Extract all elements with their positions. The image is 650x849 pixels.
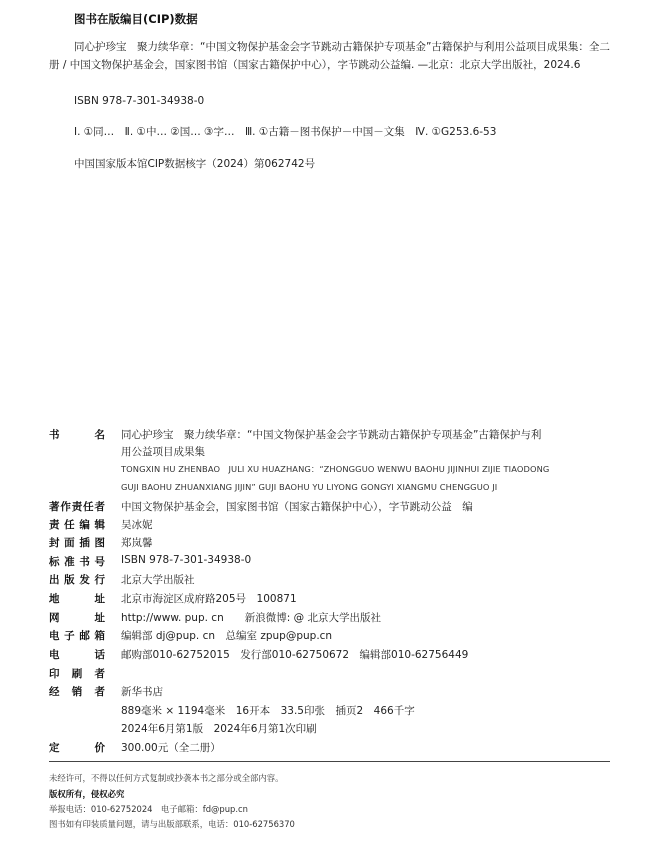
price-label: 定 价	[49, 742, 105, 754]
price-value: 300.00元（全二册）	[121, 742, 221, 754]
cip-classification: Ⅰ. ①同… Ⅱ. ①中… ②国… ③字… Ⅲ. ①古籍－图书保护－中国－文集 Ⅳ. ①G253.6-53	[74, 126, 497, 138]
email-value: 编辑部 dj@pup. cn 总编室 zpup@pup.cn	[121, 630, 333, 642]
author-label: 著作责任者	[49, 501, 105, 513]
website-label: 网 址	[49, 612, 105, 624]
author-value: 中国文物保护基金会，国家图书馆（国家古籍保护中心），字节跳动公益 编	[121, 501, 473, 513]
address-value: 北京市海淀区成府路205号 100871	[121, 593, 297, 605]
book-title-value: 同心护珍宝 聚力续华章：“中国文物保护基金会字节跳动古籍保护专项基金”古籍保护与利	[121, 429, 542, 441]
cip-isbn: ISBN 978-7-301-34938-0	[74, 95, 205, 107]
specs-value: 889毫米 × 1194毫米 16开本 33.5印张 插页2 466千字	[121, 705, 415, 717]
report-contact: 举报电话：010-62752024 电子邮箱：fd@pup.cn	[49, 804, 248, 814]
isbn-value: ISBN 978-7-301-34938-0	[121, 554, 252, 566]
cover-art-label: 封面插图	[49, 537, 105, 549]
address-label: 地 址	[49, 593, 105, 605]
book-title-pinyin-1: TONGXIN HU ZHENBAO JULI XU HUAZHANG：“ZHONGGUO WENWU BAOHU JIJINHUI ZIJIE TIAODONG	[121, 464, 550, 474]
cip-body: 同心护珍宝 聚力续华章：“中国文物保护基金会字节跳动古籍保护专项基金”古籍保护与利用公益项目成果集：全二册 / 中国文物保护基金会，国家图书馆（国家古籍保护中心），字节跳动公益编. —北京：北京大学出版社，2024.6	[49, 41, 610, 71]
cover-art-value: 郑岚馨	[121, 537, 153, 549]
email-label: 电子邮箱	[49, 630, 105, 642]
divider	[49, 761, 610, 762]
book-title-label: 书 名	[49, 429, 105, 441]
book-title-value-cont: 用公益项目成果集	[121, 446, 205, 458]
phone-label: 电 话	[49, 649, 105, 661]
publisher-label: 出版发行	[49, 574, 105, 586]
distributor-value: 新华书店	[121, 686, 163, 698]
distributor-label: 经 销 者	[49, 686, 105, 698]
cip-title: 图书在版编目(CIP)数据	[74, 12, 198, 26]
edition-value: 2024年6月第1版 2024年6月第1次印刷	[121, 723, 317, 735]
cip-number: 中国国家版本馆CIP数据核字（2024）第062742号	[74, 158, 316, 170]
copy-notice: 未经许可，不得以任何方式复制或抄袭本书之部分或全部内容。	[49, 773, 284, 783]
website-value: http://www. pup. cn 新浪微博: @ 北京大学出版社	[121, 612, 381, 624]
publisher-value: 北京大学出版社	[121, 574, 195, 586]
phone-value: 邮购部010-62752015 发行部010-62750672 编辑部010-62756449	[121, 649, 469, 661]
quality-contact: 图书如有印装质量问题，请与出版部联系，电话：010-62756370	[49, 819, 295, 829]
editor-label: 责任编辑	[49, 519, 105, 531]
book-title-pinyin-2: GUJI BAOHU ZHUANXIANG JIJIN” GUJI BAOHU YU LIYONG GONGYI XIANGMU CHENGGUO JI	[121, 482, 498, 492]
isbn-label: 标准书号	[49, 556, 105, 568]
editor-value: 吴冰妮	[121, 519, 153, 531]
rights-reserved: 版权所有，侵权必究	[49, 789, 125, 799]
printer-label: 印 刷 者	[49, 668, 105, 680]
